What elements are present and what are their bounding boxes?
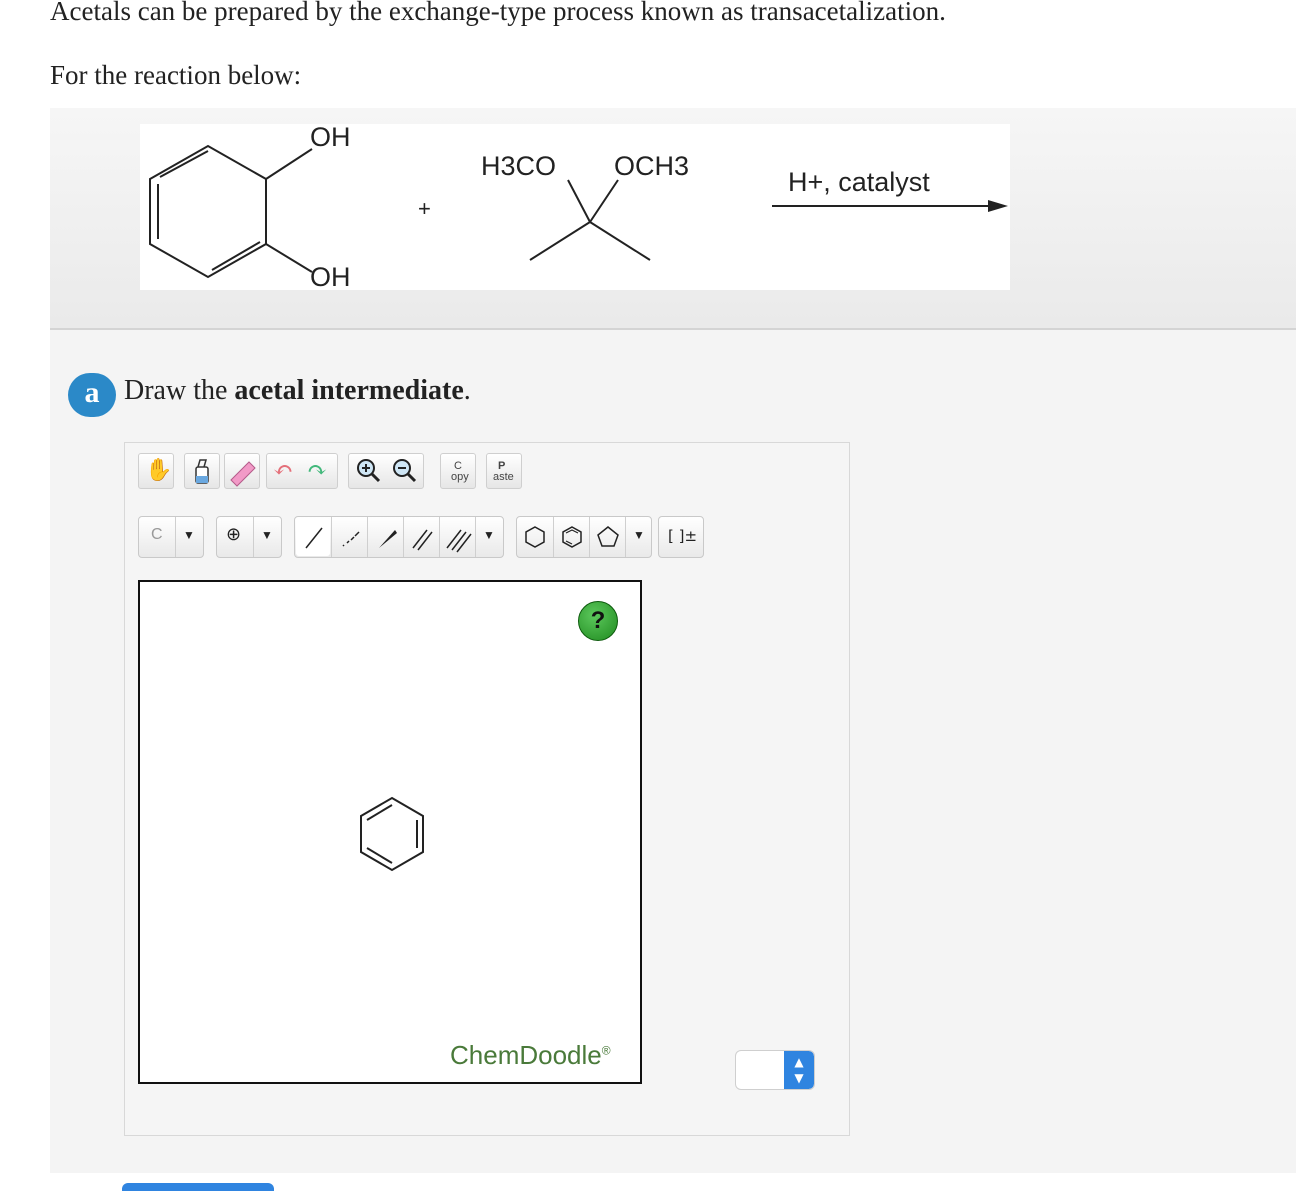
stepper-select[interactable] bbox=[735, 1050, 815, 1090]
reactant-2-left-group: H3CO bbox=[481, 151, 557, 181]
chevron-down-icon: ▼ bbox=[261, 528, 273, 542]
element-picker[interactable] bbox=[138, 516, 204, 558]
charge-label: ⊕ bbox=[226, 524, 242, 545]
bracket-label: [ ]± bbox=[668, 527, 698, 545]
ring-tools bbox=[516, 516, 652, 558]
zoom-in-icon[interactable] bbox=[351, 454, 387, 488]
reactant-1-ring bbox=[150, 146, 312, 277]
bottle-icon bbox=[185, 454, 219, 488]
undo-redo-group bbox=[266, 453, 338, 489]
triple-bond-icon[interactable] bbox=[441, 518, 475, 556]
zoom-group bbox=[348, 453, 424, 489]
reactant-1-oh-top: OH bbox=[310, 124, 351, 152]
submit-button[interactable] bbox=[122, 1183, 274, 1191]
plus-sign: + bbox=[418, 196, 431, 221]
chevron-down-icon[interactable]: ▼ bbox=[483, 528, 495, 542]
copy-label-top: C bbox=[454, 460, 462, 472]
brand-mark: ® bbox=[601, 1043, 611, 1058]
brand-name: ChemDoodle bbox=[450, 1040, 602, 1070]
hand-icon: ✋ bbox=[145, 457, 173, 482]
benzene-icon[interactable] bbox=[555, 518, 589, 556]
bracket-button[interactable] bbox=[658, 516, 704, 558]
wedge-bond-icon[interactable] bbox=[369, 518, 403, 556]
cyclohexane-icon[interactable] bbox=[518, 518, 552, 556]
prompt-bold: acetal intermediate bbox=[234, 375, 464, 406]
paste-button[interactable] bbox=[486, 453, 522, 489]
benzene-molecule bbox=[140, 582, 640, 1082]
paste-label-bottom: aste bbox=[493, 471, 514, 483]
chemdoodle-brand bbox=[450, 1040, 611, 1071]
reactant-2-skeleton bbox=[530, 180, 650, 260]
paste-label-top: P bbox=[498, 460, 506, 472]
reactant-1-oh-bottom: OH bbox=[310, 262, 351, 290]
copy-button[interactable] bbox=[440, 453, 476, 489]
clear-button[interactable] bbox=[184, 453, 220, 489]
charge-picker[interactable] bbox=[216, 516, 282, 558]
eraser-icon bbox=[225, 454, 259, 488]
chevron-down-icon: ▼ bbox=[183, 528, 195, 542]
reactant-2-right-group: OCH3 bbox=[614, 151, 690, 181]
zoom-out-icon[interactable] bbox=[387, 454, 423, 488]
part-letter-badge: a bbox=[68, 373, 116, 417]
element-label: C bbox=[151, 526, 163, 543]
reaction-scheme bbox=[140, 124, 1010, 290]
single-bond-button[interactable] bbox=[296, 518, 330, 556]
hashed-bond-icon[interactable] bbox=[333, 518, 367, 556]
double-bond-icon[interactable] bbox=[405, 518, 439, 556]
intro-line-1: Acetals can be prepared by the exchange-type process known as transacetalization. bbox=[50, 0, 946, 26]
copy-label-bottom: opy bbox=[451, 471, 469, 483]
drawing-canvas[interactable] bbox=[138, 580, 642, 1084]
part-a-prompt bbox=[124, 375, 471, 407]
undo-icon[interactable]: ↶ bbox=[273, 458, 294, 484]
help-button[interactable]: ? bbox=[578, 601, 618, 641]
single-bond-icon bbox=[296, 518, 330, 556]
intro-line-2: For the reaction below: bbox=[50, 60, 302, 90]
reaction-arrow bbox=[772, 200, 1008, 212]
prompt-post: . bbox=[463, 375, 471, 406]
chevron-down-icon[interactable]: ▼ bbox=[633, 528, 645, 542]
hand-tool-button[interactable] bbox=[138, 453, 174, 489]
redo-icon[interactable]: ↷ bbox=[307, 458, 328, 484]
bond-tools bbox=[294, 516, 504, 558]
cyclopentane-icon[interactable] bbox=[591, 518, 625, 556]
prompt-pre: Draw the bbox=[124, 375, 235, 406]
reaction-conditions: H+, catalyst bbox=[788, 167, 930, 197]
up-down-arrows-icon: ▲ ▼ bbox=[784, 1051, 814, 1089]
eraser-button[interactable] bbox=[224, 453, 260, 489]
